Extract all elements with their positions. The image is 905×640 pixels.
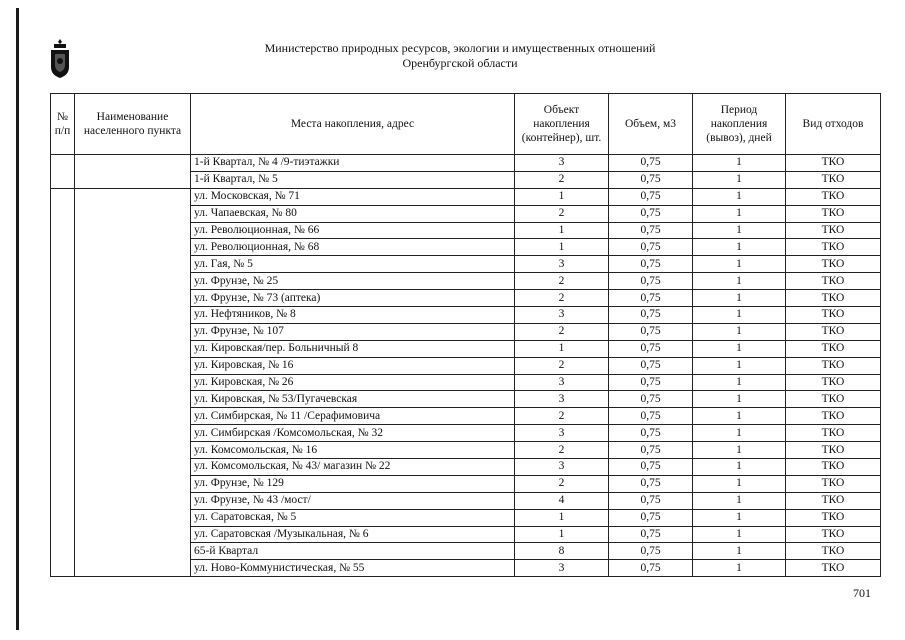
- waste-type-cell: ТКО: [786, 526, 881, 543]
- waste-type-cell: ТКО: [786, 408, 881, 425]
- table-body: [51, 155, 881, 577]
- waste-type-cell: ТКО: [786, 323, 881, 340]
- volume-cell: 0,75: [609, 323, 693, 340]
- containers-cell: 1: [515, 222, 609, 239]
- waste-type-cell: ТКО: [786, 155, 881, 172]
- period-cell: 1: [693, 425, 786, 442]
- period-cell: 1: [693, 560, 786, 577]
- waste-type-cell: ТКО: [786, 307, 881, 324]
- address-cell: ул. Гая, № 5: [191, 256, 515, 273]
- containers-cell: 3: [515, 374, 609, 391]
- waste-type-cell: ТКО: [786, 442, 881, 459]
- waste-type-cell: ТКО: [786, 205, 881, 222]
- column-header: Места накопления, адрес: [191, 94, 515, 155]
- address-cell: ул. Кировская, № 53/Пугачевская: [191, 391, 515, 408]
- volume-cell: 0,75: [609, 222, 693, 239]
- table-row: [51, 188, 881, 205]
- containers-cell: 3: [515, 560, 609, 577]
- address-cell: ул. Чапаевская, № 80: [191, 205, 515, 222]
- address-cell: ул. Революционная, № 68: [191, 239, 515, 256]
- address-cell: ул. Саратовская /Музыкальная, № 6: [191, 526, 515, 543]
- volume-cell: 0,75: [609, 205, 693, 222]
- period-cell: 1: [693, 442, 786, 459]
- volume-cell: 0,75: [609, 357, 693, 374]
- document-header: [180, 41, 740, 71]
- address-cell: ул. Ново-Коммунистическая, № 55: [191, 560, 515, 577]
- containers-cell: 1: [515, 340, 609, 357]
- address-cell: ул. Фрунзе, № 73 (аптека): [191, 290, 515, 307]
- region-name: Оренбургской области: [402, 56, 518, 70]
- volume-cell: 0,75: [609, 560, 693, 577]
- address-cell: ул. Фрунзе, № 43 /мост/: [191, 492, 515, 509]
- period-cell: 1: [693, 171, 786, 188]
- volume-cell: 0,75: [609, 188, 693, 205]
- waste-sites-table: [50, 93, 881, 577]
- waste-type-cell: ТКО: [786, 273, 881, 290]
- volume-cell: 0,75: [609, 374, 693, 391]
- column-header: Период накопления (вывоз), дней: [693, 94, 786, 155]
- volume-cell: 0,75: [609, 459, 693, 476]
- volume-cell: 0,75: [609, 492, 693, 509]
- containers-cell: 1: [515, 239, 609, 256]
- address-cell: ул. Кировская, № 16: [191, 357, 515, 374]
- column-header: Объем, м3: [609, 94, 693, 155]
- row-number-cell: [51, 188, 75, 576]
- period-cell: 1: [693, 492, 786, 509]
- waste-type-cell: ТКО: [786, 509, 881, 526]
- period-cell: 1: [693, 475, 786, 492]
- period-cell: 1: [693, 323, 786, 340]
- page-number: 701: [853, 586, 871, 600]
- address-cell: 1-й Квартал, № 4 /9-тиэтажки: [191, 155, 515, 172]
- address-cell: ул. Фрунзе, № 25: [191, 273, 515, 290]
- period-cell: 1: [693, 290, 786, 307]
- period-cell: 1: [693, 188, 786, 205]
- settlement-cell: [75, 155, 191, 189]
- period-cell: 1: [693, 273, 786, 290]
- containers-cell: 1: [515, 188, 609, 205]
- containers-cell: 2: [515, 475, 609, 492]
- period-cell: 1: [693, 239, 786, 256]
- period-cell: 1: [693, 408, 786, 425]
- volume-cell: 0,75: [609, 340, 693, 357]
- containers-cell: 2: [515, 442, 609, 459]
- containers-cell: 3: [515, 256, 609, 273]
- waste-type-cell: ТКО: [786, 492, 881, 509]
- table-row: [51, 155, 881, 172]
- containers-cell: 2: [515, 323, 609, 340]
- period-cell: 1: [693, 155, 786, 172]
- row-number-cell: [51, 155, 75, 189]
- volume-cell: 0,75: [609, 307, 693, 324]
- period-cell: 1: [693, 357, 786, 374]
- containers-cell: 3: [515, 155, 609, 172]
- volume-cell: 0,75: [609, 171, 693, 188]
- volume-cell: 0,75: [609, 391, 693, 408]
- column-header: Объект накопления (контейнер), шт.: [515, 94, 609, 155]
- address-cell: 1-й Квартал, № 5: [191, 171, 515, 188]
- volume-cell: 0,75: [609, 256, 693, 273]
- waste-type-cell: ТКО: [786, 425, 881, 442]
- waste-type-cell: ТКО: [786, 543, 881, 560]
- address-cell: ул. Нефтяников, № 8: [191, 307, 515, 324]
- containers-cell: 8: [515, 543, 609, 560]
- waste-type-cell: ТКО: [786, 340, 881, 357]
- waste-type-cell: ТКО: [786, 256, 881, 273]
- address-cell: ул. Кировская/пер. Больничный 8: [191, 340, 515, 357]
- period-cell: 1: [693, 205, 786, 222]
- volume-cell: 0,75: [609, 239, 693, 256]
- containers-cell: 1: [515, 509, 609, 526]
- waste-type-cell: ТКО: [786, 475, 881, 492]
- coat-of-arms-icon: [49, 39, 71, 79]
- address-cell: ул. Симбирская, № 11 /Серафимовича: [191, 408, 515, 425]
- column-header: Вид отходов: [786, 94, 881, 155]
- waste-type-cell: ТКО: [786, 290, 881, 307]
- column-header: № п/п: [51, 94, 75, 155]
- settlement-cell: [75, 188, 191, 576]
- volume-cell: 0,75: [609, 290, 693, 307]
- address-cell: ул. Комсомольская, № 16: [191, 442, 515, 459]
- period-cell: 1: [693, 307, 786, 324]
- containers-cell: 3: [515, 459, 609, 476]
- column-header: Наименование населенного пункта: [75, 94, 191, 155]
- address-cell: ул. Кировская, № 26: [191, 374, 515, 391]
- scan-edge-line: [16, 8, 19, 630]
- period-cell: 1: [693, 340, 786, 357]
- volume-cell: 0,75: [609, 526, 693, 543]
- period-cell: 1: [693, 256, 786, 273]
- containers-cell: 3: [515, 307, 609, 324]
- containers-cell: 2: [515, 171, 609, 188]
- table-header-row: [51, 94, 881, 155]
- address-cell: ул. Фрунзе, № 107: [191, 323, 515, 340]
- volume-cell: 0,75: [609, 509, 693, 526]
- ministry-name: Министерство природных ресурсов, экологии и имущественных отношений: [264, 41, 656, 55]
- volume-cell: 0,75: [609, 155, 693, 172]
- address-cell: ул. Симбирская /Комсомольская, № 32: [191, 425, 515, 442]
- period-cell: 1: [693, 222, 786, 239]
- waste-type-cell: ТКО: [786, 357, 881, 374]
- period-cell: 1: [693, 509, 786, 526]
- containers-cell: 2: [515, 273, 609, 290]
- period-cell: 1: [693, 374, 786, 391]
- address-cell: ул. Московская, № 71: [191, 188, 515, 205]
- containers-cell: 2: [515, 290, 609, 307]
- period-cell: 1: [693, 543, 786, 560]
- address-cell: ул. Саратовская, № 5: [191, 509, 515, 526]
- address-cell: 65-й Квартал: [191, 543, 515, 560]
- waste-type-cell: ТКО: [786, 188, 881, 205]
- containers-cell: 2: [515, 357, 609, 374]
- volume-cell: 0,75: [609, 408, 693, 425]
- period-cell: 1: [693, 459, 786, 476]
- volume-cell: 0,75: [609, 543, 693, 560]
- containers-cell: 1: [515, 526, 609, 543]
- period-cell: 1: [693, 526, 786, 543]
- waste-type-cell: ТКО: [786, 391, 881, 408]
- period-cell: 1: [693, 391, 786, 408]
- containers-cell: 4: [515, 492, 609, 509]
- volume-cell: 0,75: [609, 425, 693, 442]
- address-cell: ул. Революционная, № 66: [191, 222, 515, 239]
- waste-type-cell: ТКО: [786, 222, 881, 239]
- volume-cell: 0,75: [609, 475, 693, 492]
- address-cell: ул. Фрунзе, № 129: [191, 475, 515, 492]
- containers-cell: 2: [515, 205, 609, 222]
- volume-cell: 0,75: [609, 442, 693, 459]
- containers-cell: 3: [515, 391, 609, 408]
- waste-type-cell: ТКО: [786, 560, 881, 577]
- containers-cell: 3: [515, 425, 609, 442]
- containers-cell: 2: [515, 408, 609, 425]
- waste-type-cell: ТКО: [786, 171, 881, 188]
- volume-cell: 0,75: [609, 273, 693, 290]
- waste-type-cell: ТКО: [786, 239, 881, 256]
- waste-type-cell: ТКО: [786, 459, 881, 476]
- address-cell: ул. Комсомольская, № 43/ магазин № 22: [191, 459, 515, 476]
- waste-type-cell: ТКО: [786, 374, 881, 391]
